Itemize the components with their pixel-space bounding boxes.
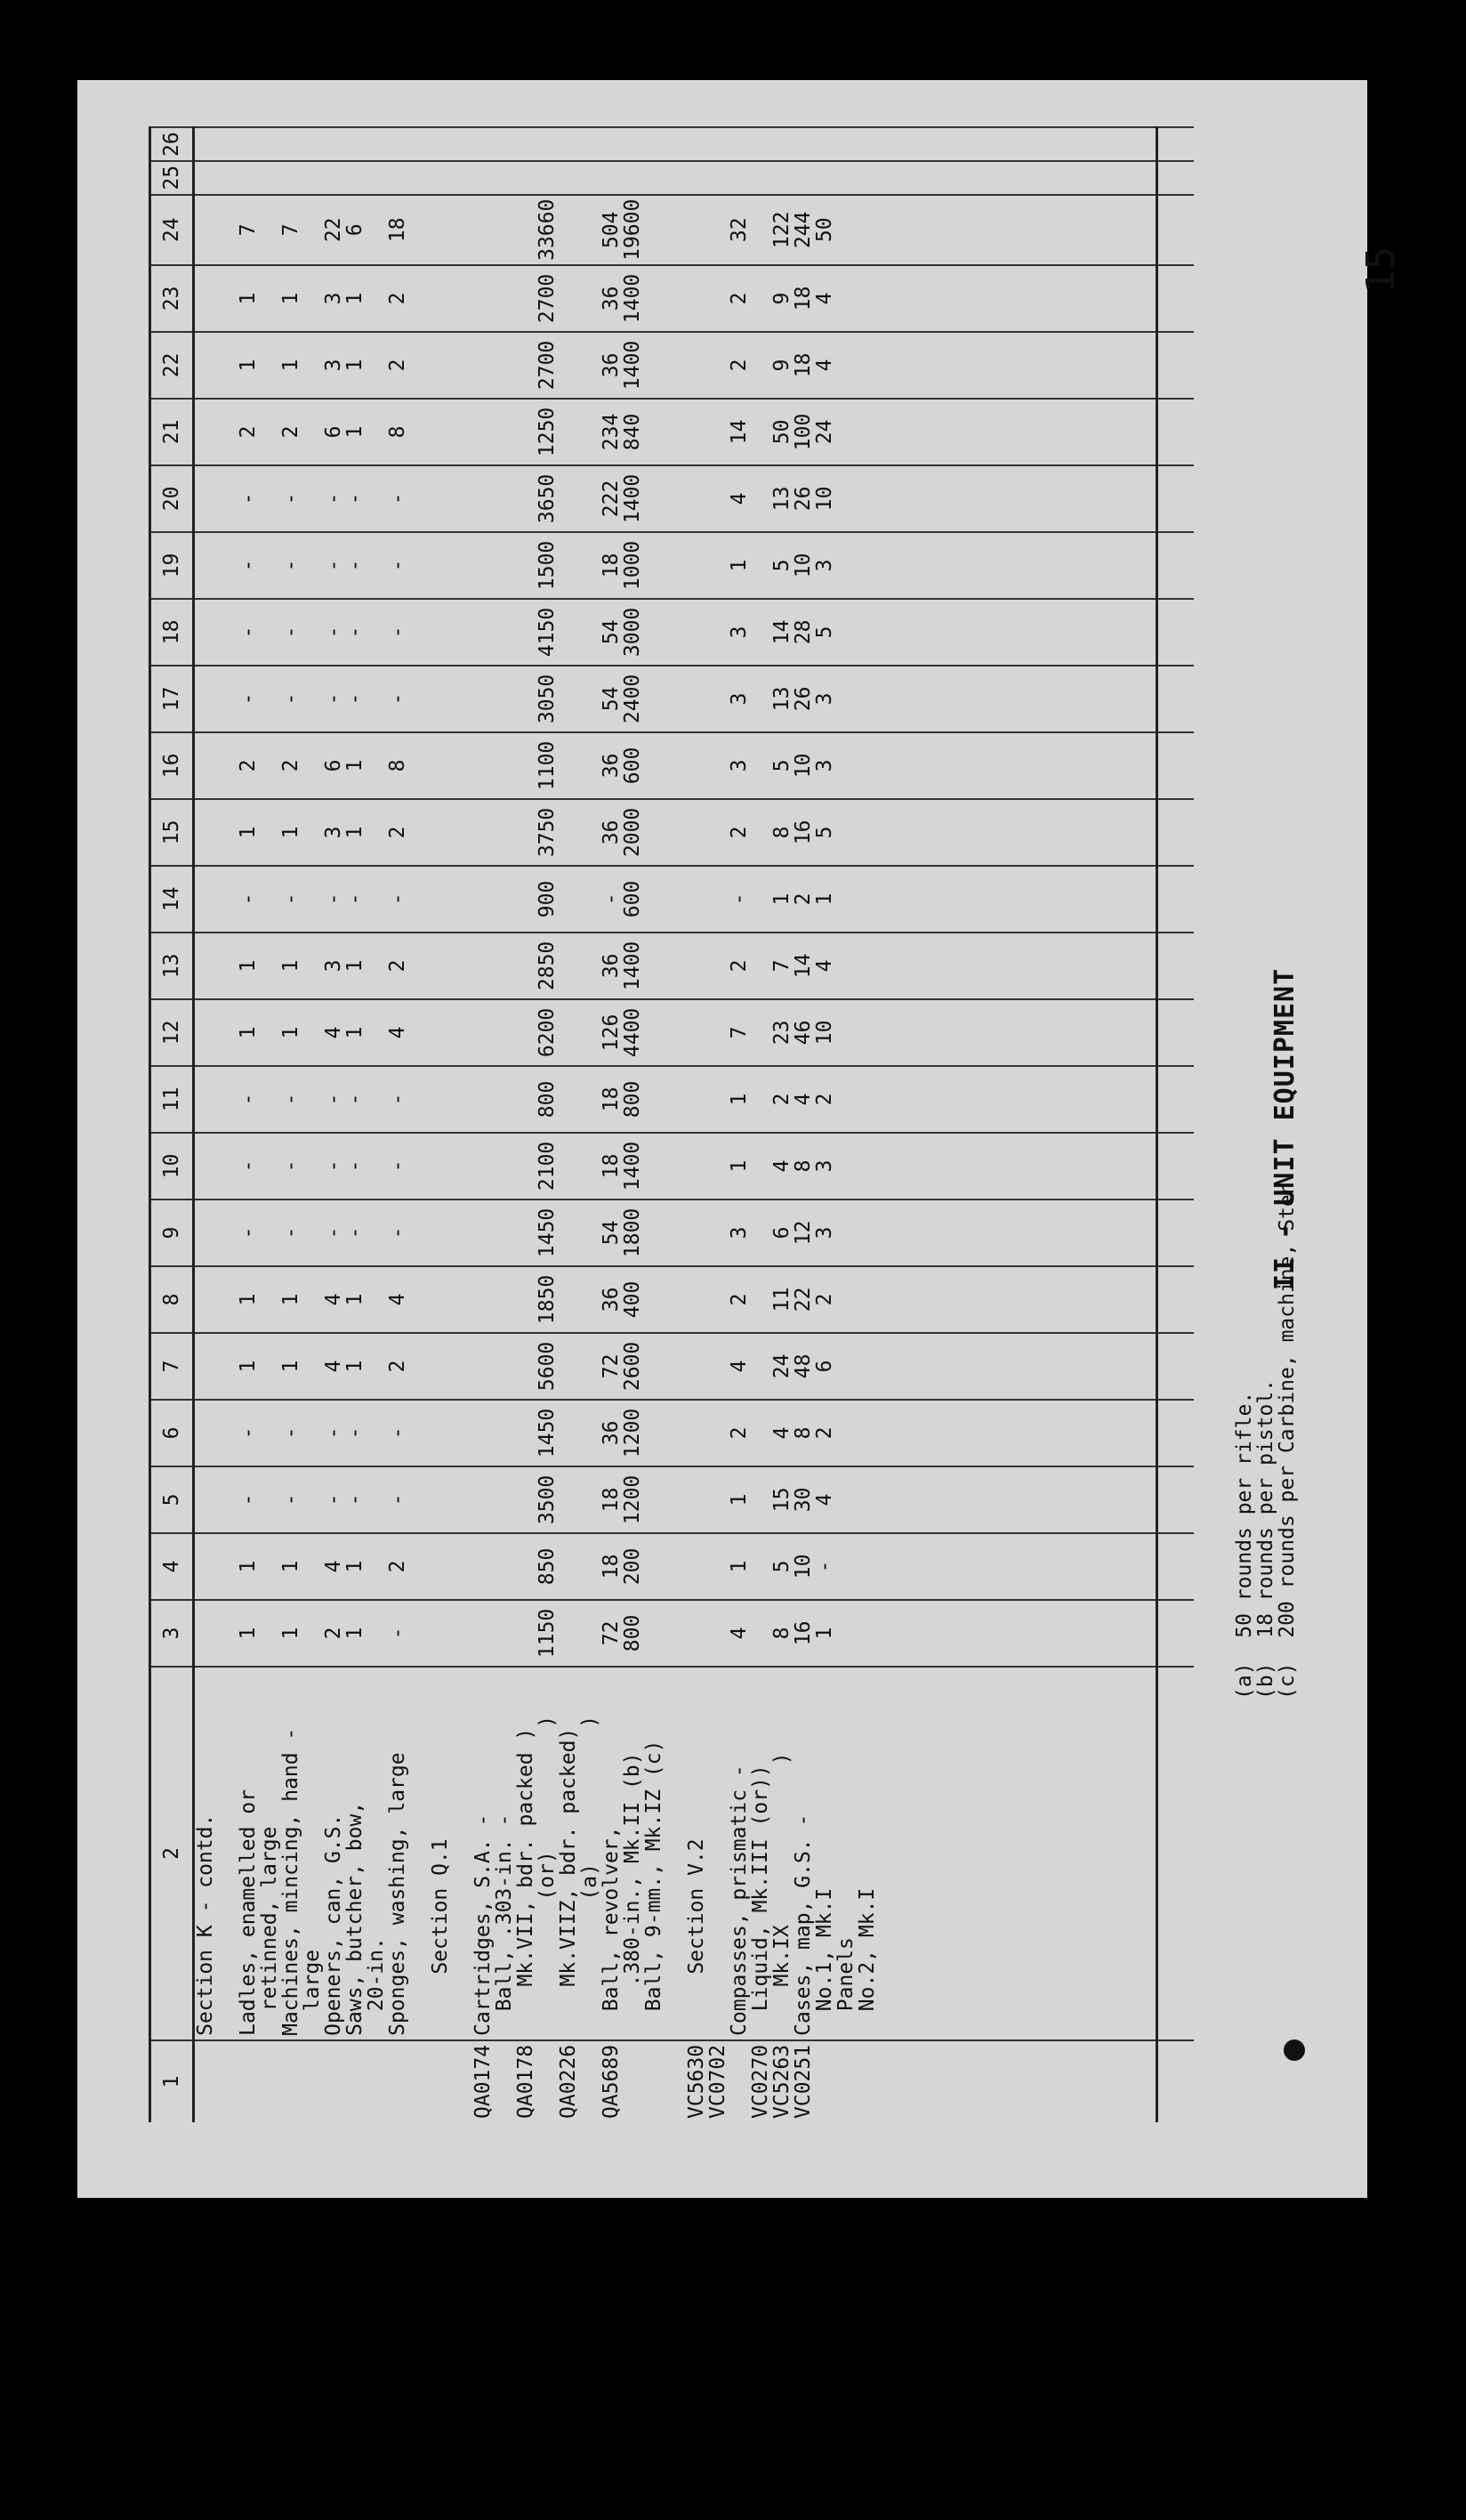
foot-cell [1157, 2040, 1195, 2122]
column-header-19: 19 [150, 532, 194, 599]
foot-cell [1157, 1533, 1195, 1600]
item-descriptions: Section K - contd. Ladles, enamelled or retinned, large Machines, mincing, hand - large Openers, can, G.S. Saws, butcher, bow, 20-in. Sponges, washing, large Section Q.1 Cartridges, S.A. - Ball, .303-in. - Mk.VII, bdr. packed ) (or) ) Mk.VIIZ, bdr. packed) (a) ) Ball, revolver, .380-in., Mk.II (b) Ball, 9-mm., Mk.IZ (c) Section V.2 Compasses, prismatic - Liquid, Mk.III (or)) Mk.IX ) Cases, map, G.S. - No.1, Mk.I Panels No.2, Mk.I [194, 1667, 1157, 2040]
column-header-11: 11 [150, 1066, 194, 1133]
document-scan [77, 80, 1404, 2198]
quantity-column-10: - - - - - 2100 18 1400 1 4 8 3 [194, 1133, 1157, 1199]
column-header-1: 1 [150, 2040, 194, 2122]
quantity-column-15: 1 1 3 1 2 3750 36 2000 2 8 16 5 [194, 799, 1157, 866]
foot-cell [1157, 1600, 1195, 1667]
foot-cell [1157, 933, 1195, 999]
quantity-column-25 [194, 161, 1157, 195]
column-header-4: 4 [150, 1533, 194, 1600]
column-header-16: 16 [150, 732, 194, 799]
column-header-20: 20 [150, 465, 194, 532]
quantity-column-14: - - - - - 900 - 600 - 1 2 1 [194, 866, 1157, 933]
foot-cell [1157, 599, 1195, 666]
foot-cell [1157, 732, 1195, 799]
table-body-row [194, 127, 1157, 2122]
quantity-column-22: 1 1 3 1 2 2700 36 1400 2 9 18 4 [194, 332, 1157, 399]
quantity-column-26 [194, 127, 1157, 161]
foot-cell [1157, 399, 1195, 465]
column-header-7: 7 [150, 1333, 194, 1400]
column-header-24: 24 [150, 195, 194, 265]
ink-blot-icon [1284, 2039, 1305, 2061]
quantity-column-17: - - - - - 3050 54 2400 3 13 26 3 [194, 666, 1157, 732]
quantity-column-12: 1 1 4 1 4 6200 126 4400 7 23 46 10 [194, 999, 1157, 1066]
foot-cell [1157, 195, 1195, 265]
column-header-9: 9 [150, 1199, 194, 1266]
foot-cell [1157, 465, 1195, 532]
column-header-12: 12 [150, 999, 194, 1066]
footnotes: (a) 50 rounds per rifle. (b) 18 rounds per pistol. (c) 200 rounds per Carbine, machine, Sten. [1233, 1169, 1299, 1700]
quantity-column-19: - - - - - 1500 18 1000 1 5 10 3 [194, 532, 1157, 599]
quantity-column-18: - - - - - 4150 54 3000 3 14 28 5 [194, 599, 1157, 666]
vocabulary-codes: QA0174 QA0178 QA0226 QA5689 VC5630 VC0702 VC0270 VC5263 VC0251 [194, 2040, 1157, 2122]
quantity-column-24: 7 7 22 6 18 33660 504 19600 32 122 244 50 [194, 195, 1157, 265]
quantity-column-8: 1 1 4 1 4 1850 36 400 2 11 22 2 [194, 1266, 1157, 1333]
foot-cell [1157, 999, 1195, 1066]
page-number: 15 [1358, 246, 1404, 294]
quantity-column-9: - - - - - 1450 54 1800 3 6 12 3 [194, 1199, 1157, 1266]
quantity-column-16: 2 2 6 1 8 1100 36 600 3 5 10 3 [194, 732, 1157, 799]
quantity-column-21: 2 2 6 1 8 1250 234 840 14 50 100 24 [194, 399, 1157, 465]
page-title: II - UNIT EQUIPMENT [1269, 967, 1301, 1290]
foot-cell [1157, 799, 1195, 866]
column-header-3: 3 [150, 1600, 194, 1667]
quantity-column-3: 1 1 2 1 - 1150 72 800 4 8 16 1 [194, 1600, 1157, 1667]
column-header-18: 18 [150, 599, 194, 666]
quantity-column-11: - - - - - 800 18 800 1 2 4 2 [194, 1066, 1157, 1133]
column-header-14: 14 [150, 866, 194, 933]
table-foot-row [1157, 127, 1195, 2122]
column-header-21: 21 [150, 399, 194, 465]
column-header-5: 5 [150, 1466, 194, 1533]
column-header-row [150, 127, 194, 2122]
foot-cell [1157, 866, 1195, 933]
column-header-13: 13 [150, 933, 194, 999]
quantity-column-23: 1 1 3 1 2 2700 36 1400 2 9 18 4 [194, 265, 1157, 332]
foot-cell [1157, 161, 1195, 195]
foot-cell [1157, 1333, 1195, 1400]
column-header-17: 17 [150, 666, 194, 732]
quantity-column-13: 1 1 3 1 2 2850 36 1400 2 7 14 4 [194, 933, 1157, 999]
quantity-column-4: 1 1 4 1 2 850 18 200 1 5 10 - [194, 1533, 1157, 1600]
column-header-25: 25 [150, 161, 194, 195]
quantity-column-20: - - - - - 3650 222 1400 4 13 26 10 [194, 465, 1157, 532]
column-header-23: 23 [150, 265, 194, 332]
column-header-22: 22 [150, 332, 194, 399]
foot-cell [1157, 1133, 1195, 1199]
foot-cell [1157, 1400, 1195, 1466]
foot-cell [1157, 1066, 1195, 1133]
quantity-column-7: 1 1 4 1 2 5600 72 2600 4 24 48 6 [194, 1333, 1157, 1400]
column-header-8: 8 [150, 1266, 194, 1333]
column-header-2: 2 [150, 1667, 194, 2040]
rotated-page [77, 80, 1404, 2198]
foot-cell [1157, 532, 1195, 599]
foot-cell [1157, 1667, 1195, 2040]
foot-cell [1157, 332, 1195, 399]
column-header-15: 15 [150, 799, 194, 866]
foot-cell [1157, 666, 1195, 732]
quantity-column-5: - - - - - 3500 18 1200 1 15 30 4 [194, 1466, 1157, 1533]
foot-cell [1157, 1266, 1195, 1333]
quantity-column-6: - - - - - 1450 36 1200 2 4 8 2 [194, 1400, 1157, 1466]
column-header-26: 26 [150, 127, 194, 161]
column-header-10: 10 [150, 1133, 194, 1199]
equipment-table [149, 126, 1194, 2122]
column-header-6: 6 [150, 1400, 194, 1466]
foot-cell [1157, 1466, 1195, 1533]
foot-cell [1157, 127, 1195, 161]
foot-cell [1157, 265, 1195, 332]
foot-cell [1157, 1199, 1195, 1266]
